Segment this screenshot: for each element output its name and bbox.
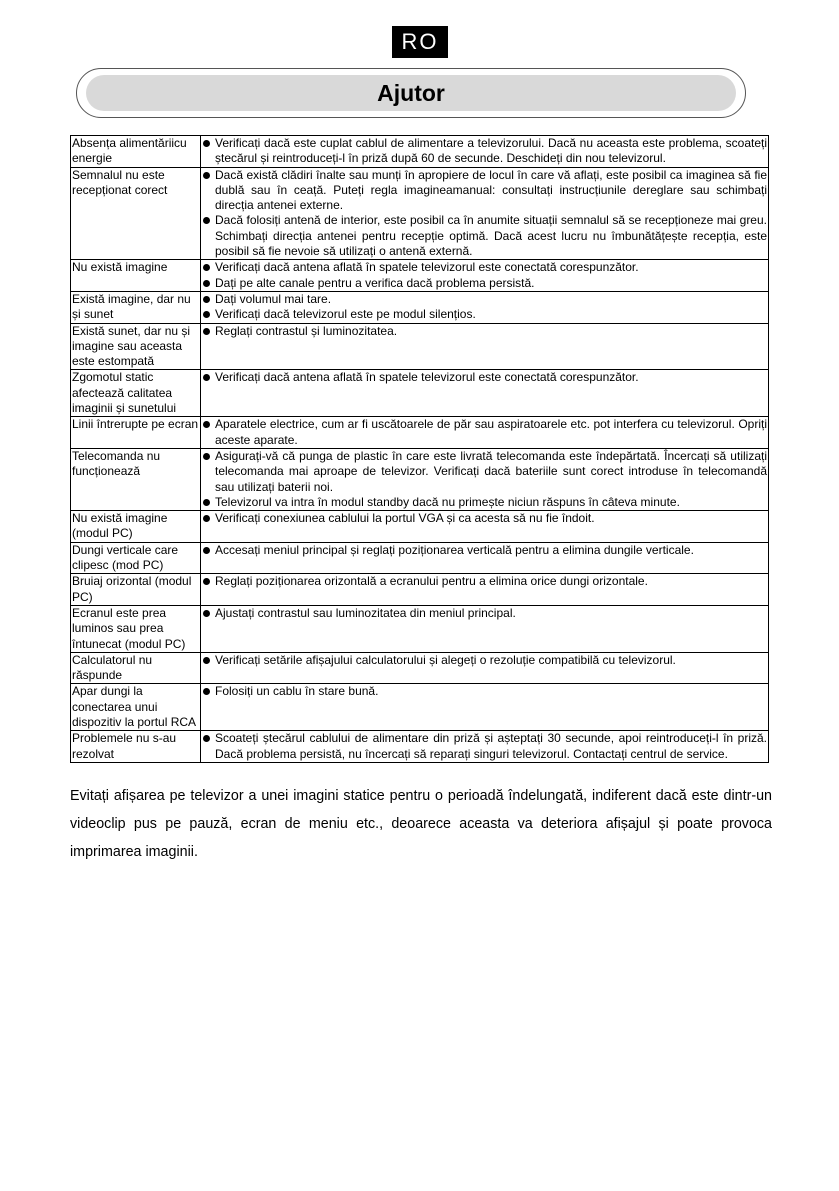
solution-cell (201, 370, 769, 417)
problem-cell: Nu există imagine (71, 260, 201, 292)
solution-cell (201, 731, 769, 763)
table-row (71, 511, 769, 543)
bullet-icon (203, 688, 210, 695)
solution-item (202, 511, 767, 526)
static-image-warning: Evitați afișarea pe televizor a unei imagini statice pentru o perioadă îndelungată, indiferent dacă este dintr-un videoclip pus pe pauză, ecran de meniu etc., deoarece aceasta va deteriora afișajul și poate provoca imprimarea imaginii. (70, 788, 772, 860)
solution-item (202, 417, 767, 448)
bullet-icon (203, 499, 210, 506)
bullet-icon (203, 374, 210, 381)
troubleshooting-table (70, 135, 769, 763)
solution-item (202, 574, 767, 589)
problem-cell: Calculatorul nu răspunde (71, 652, 201, 684)
table-row (71, 542, 769, 574)
table-row (71, 370, 769, 417)
problem-cell: Nu există imagine (modul PC) (71, 511, 201, 543)
solution-text: Verificați conexiunea cablului la portul VGA și ca acesta să nu fie îndoit. (215, 511, 595, 526)
table-row (71, 574, 769, 606)
bullet-icon (203, 547, 210, 554)
bullet-icon (203, 453, 210, 460)
solution-text: Asigurați-vă că punga de plastic în care este livrată telecomanda este îndepărtată. Încercați să utilizați telecomanda mai aproape de televizor. Verificați dacă bateriile sunt corect introduse în telecomandă sau utilizați baterii noi. (215, 448, 767, 494)
solution-cell (201, 260, 769, 292)
table-row (71, 136, 769, 168)
solution-item (202, 449, 767, 495)
bullet-icon (203, 296, 210, 303)
table-row (71, 448, 769, 510)
language-badge: RO (392, 26, 448, 58)
solution-text: Televizorul va intra în modul standby dacă nu primește niciun răspuns în câteva minute. (215, 494, 680, 509)
solution-cell (201, 136, 769, 168)
bullet-icon (203, 280, 210, 287)
solution-text: Verificați setările afișajului calculatorului și alegeți o rezoluție compatibilă cu televizorul. (215, 652, 676, 667)
solution-cell (201, 448, 769, 510)
solution-text: Verificați dacă antena aflată în spatele televizorul este conectată corespunzător. (215, 370, 639, 385)
problem-cell: Bruiaj orizontal (modul PC) (71, 574, 201, 606)
solution-text: Accesați meniul principal și reglați poziționarea verticală pentru a elimina dungile verticale. (215, 542, 694, 557)
solution-text: Dacă folosiți antenă de interior, este posibil ca în anumite situații semnalul să se recepționeze mai greu. Schimbați direcția antenei pentru recepție optimă. Dacă acest lucru nu îmbunătățește recepția, este posibil să fie nevoie să utilizați o antenă externă. (215, 213, 767, 259)
solution-item (202, 260, 767, 275)
solution-cell (201, 167, 769, 260)
solution-item (202, 276, 767, 291)
solution-item (202, 370, 767, 385)
solution-item (202, 606, 767, 621)
solution-cell (201, 291, 769, 323)
bullet-icon (203, 217, 210, 224)
bullet-icon (203, 172, 210, 179)
solution-text: Verificați dacă televizorul este pe modul silențios. (215, 307, 476, 322)
solution-text: Folosiți un cablu în stare bună. (215, 684, 379, 699)
solution-cell (201, 417, 769, 449)
solution-cell (201, 323, 769, 370)
solution-cell (201, 574, 769, 606)
solution-cell (201, 511, 769, 543)
solution-text: Aparatele electrice, cum ar fi uscătoarele de păr sau aspiratoarele etc. pot interfera cu televizorul. Opriți aceste aparate. (215, 417, 767, 447)
problem-cell: Semnalul nu este recepționat corect (71, 167, 201, 260)
bullet-icon (203, 657, 210, 664)
solution-item (202, 324, 767, 339)
solution-text: Reglați poziționarea orizontală a ecranului pentru a elimina orice dungi orizontale. (215, 574, 648, 589)
problem-cell: Apar dungi la conectarea unui dispozitiv la portul RCA (71, 684, 201, 731)
table-row (71, 323, 769, 370)
bullet-icon (203, 735, 210, 742)
solution-text: Verificați dacă antena aflată în spatele televizorul este conectată corespunzător. (215, 260, 639, 275)
solution-text: Verificați dacă este cuplat cablul de alimentare a televizorului. Dacă nu aceasta este problema, scoateți ștecărul și reintroduceți-l în priză după 60 de secunde. Deschideți din nou televizorul. (215, 136, 767, 166)
solution-item (202, 684, 767, 699)
solution-item (202, 653, 767, 668)
solution-item (202, 307, 767, 322)
problem-cell: Există imagine, dar nu și sunet (71, 291, 201, 323)
problem-cell: Linii întrerupte pe ecran (71, 417, 201, 449)
problem-cell: Absența alimentăriicu energie (71, 136, 201, 168)
table-row (71, 167, 769, 260)
table-row (71, 731, 769, 763)
solution-cell (201, 605, 769, 652)
solution-text: Ajustați contrastul sau luminozitatea din meniul principal. (215, 605, 516, 620)
solution-text: Dați volumul mai tare. (215, 291, 332, 306)
table-row (71, 417, 769, 449)
table-row (71, 652, 769, 684)
solution-item (202, 543, 767, 558)
problem-cell: Ecranul este prea luminos sau prea întunecat (modul PC) (71, 605, 201, 652)
table-row (71, 291, 769, 323)
solution-item (202, 495, 767, 510)
bullet-icon (203, 578, 210, 585)
solution-item (202, 136, 767, 167)
solution-item (202, 213, 767, 259)
table-row (71, 605, 769, 652)
solution-item (202, 731, 767, 762)
solution-text: Reglați contrastul și luminozitatea. (215, 323, 398, 338)
solution-cell (201, 542, 769, 574)
problem-cell: Problemele nu s-au rezolvat (71, 731, 201, 763)
problem-cell: Telecomanda nu funcționează (71, 448, 201, 510)
bullet-icon (203, 328, 210, 335)
table-row (71, 260, 769, 292)
bullet-icon (203, 515, 210, 522)
solution-cell (201, 684, 769, 731)
solution-text: Scoateți ștecărul cablului de alimentare din priză și așteptați 30 secunde, apoi reintroduceți-l în priză. Dacă problema persistă, nu încercați să reparați singuri televizorul. Contactați centrul de service. (215, 731, 767, 761)
bullet-icon (203, 264, 210, 271)
solution-item (202, 292, 767, 307)
troubleshooting-table-body (71, 136, 769, 763)
bullet-icon (203, 311, 210, 318)
bullet-icon (203, 140, 210, 147)
table-row (71, 684, 769, 731)
solution-text: Dacă există clădiri înalte sau munți în apropiere de locul în care vă aflați, este posibil ca imaginea să fie dublă sau în ceață. Puteți regla imagineamanual: consultați instrucțiunile dereglare sau schimbați direcția antenei externe. (215, 167, 767, 213)
solution-item (202, 168, 767, 214)
problem-cell: Zgomotul static afectează calitatea imaginii și sunetului (71, 370, 201, 417)
bullet-icon (203, 610, 210, 617)
problem-cell: Dungi verticale care clipesc (mod PC) (71, 542, 201, 574)
bullet-icon (203, 421, 210, 428)
page-title: Ajutor (86, 75, 736, 111)
solution-text: Dați pe alte canale pentru a verifica dacă problema persistă. (215, 275, 535, 290)
problem-cell: Există sunet, dar nu și imagine sau aceasta este estompată (71, 323, 201, 370)
solution-cell (201, 652, 769, 684)
